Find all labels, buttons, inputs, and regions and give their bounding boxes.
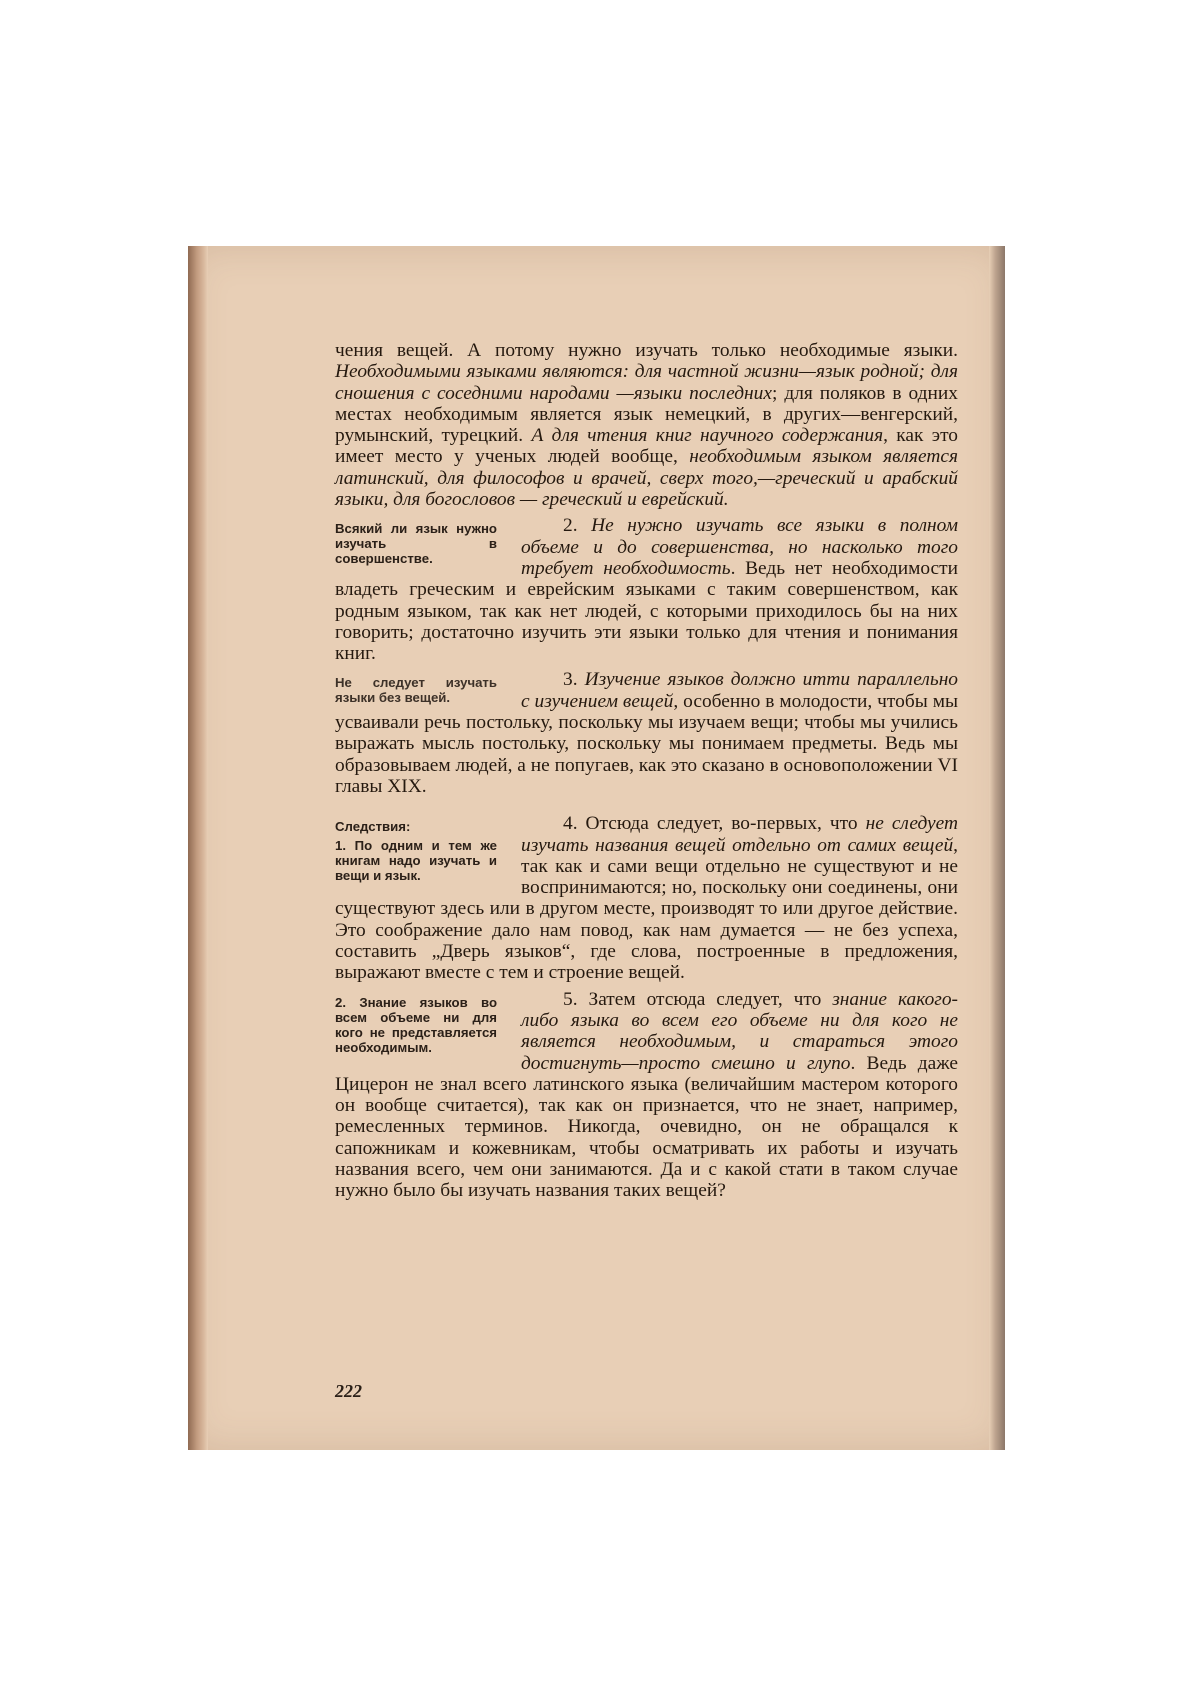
text-run: чения вещей. А потому нужно изучать только необходимые языки. — [335, 340, 958, 361]
margin-note-4 — [335, 819, 497, 883]
page-number: 222 — [335, 1381, 362, 1401]
text-run: 4. Отсюда следует, во-первых, что — [563, 813, 866, 835]
text-run: ; для поляков в одних местах необходимым является язык немецкий, в других—венгерский, румынский, турецкий. — [335, 382, 958, 447]
page-right-edge — [989, 246, 1005, 1450]
margin-note-4-heading: Следствия: — [335, 819, 411, 835]
text-run: 5. Затем отсюда следует, что — [563, 988, 833, 1010]
text-run: . Ведь даже Цицерон не знал всего латинского языка (величайшим мастером которого он вообще считается), так как он признается, что не знает, например, ремесленных терминов. Никогда, очевидно, он не обращался к сапожникам и кожевникам, чтобы осматривать их работы и изучать названия всего, чем они занимаются. Да и с какой стати в таком случае нужно было бы изучать названия таких вещей? — [335, 1052, 958, 1202]
text-run: , так как и сами вещи отдельно не существуют и не воспринимаются; но, поскольку они соединены, они существуют здесь или в другом месте, производят то или другое действие. Это соображение дало нам повод, как нам думается — не без успеха, составить „Дверь языков“, где слова, построенные в предложения, выражают вместе с тем и строение вещей. — [335, 834, 958, 984]
margin-note-3-text: Не следует изучать языки без вещей. — [335, 675, 497, 706]
emphasis-run: знание какого-либо языка во всем его объеме ни для кого не является необходимым, и стараться этого достигнуть—просто смешно и глупо — [521, 988, 958, 1074]
emphasis-run: А для чтения книг научного содержания — [531, 425, 884, 447]
emphasis-run: Не нужно изучать все языки в полном объеме и до совершенства, но насколько того требует необходимость — [521, 515, 959, 579]
text-run: 2. — [563, 515, 592, 537]
text-run: , особенно в молодости, чтобы мы усваивали речь постольку, поскольку мы изучаем вещи; чтобы мы учились выражать мысль постольку, поскольку мы понимаем предметы. Ведь мы образовываем людей, а не попугаев, как это сказано в основоположении VI главы XIX. — [335, 690, 958, 797]
scanned-page — [188, 246, 1005, 1450]
margin-note-4-text: 1. По одним и тем же книгам надо изучать и вещи и язык. — [335, 838, 497, 884]
margin-note-3 — [335, 675, 497, 705]
text-run: . Ведь нет необходимости владеть греческим и еврейским языками с таким совершенством, как родным языком, так как нет людей, с которыми приходилось бы на них говорить; достаточно изучить эти языки только для чтения и понимания книг. — [335, 557, 959, 665]
paragraph-intro — [335, 340, 958, 510]
margin-note-5 — [335, 995, 497, 1055]
emphasis-run: Необходимыми языками являются: для частной жизни—язык родной; для сношения с соседними народами —языки последних — [335, 361, 958, 404]
emphasis-run: Изучение языков должно итти параллельно с изучением вещей — [521, 669, 959, 712]
emphasis-run: не следует изучать названия вещей отдельно от самих вещей — [521, 813, 959, 856]
margin-note-5-text: 2. Знание языков во всем объеме ни для кого не представляется необходимым. — [335, 994, 497, 1055]
margin-note-2 — [335, 521, 497, 566]
book-binding-edge — [188, 246, 208, 1450]
text-run: 3. — [563, 669, 585, 691]
margin-note-2-text: Всякий ли язык нужно изучать в совершенстве. — [335, 521, 497, 567]
emphasis-run: необходимым языком является латинский, для философов и врачей, сверх того,—греческий и арабский языки, для богословов — греческий и еврейский. — [335, 446, 959, 511]
page-body — [335, 340, 958, 1202]
text-run: , как это имеет место у ученых людей вообще, — [335, 425, 959, 468]
